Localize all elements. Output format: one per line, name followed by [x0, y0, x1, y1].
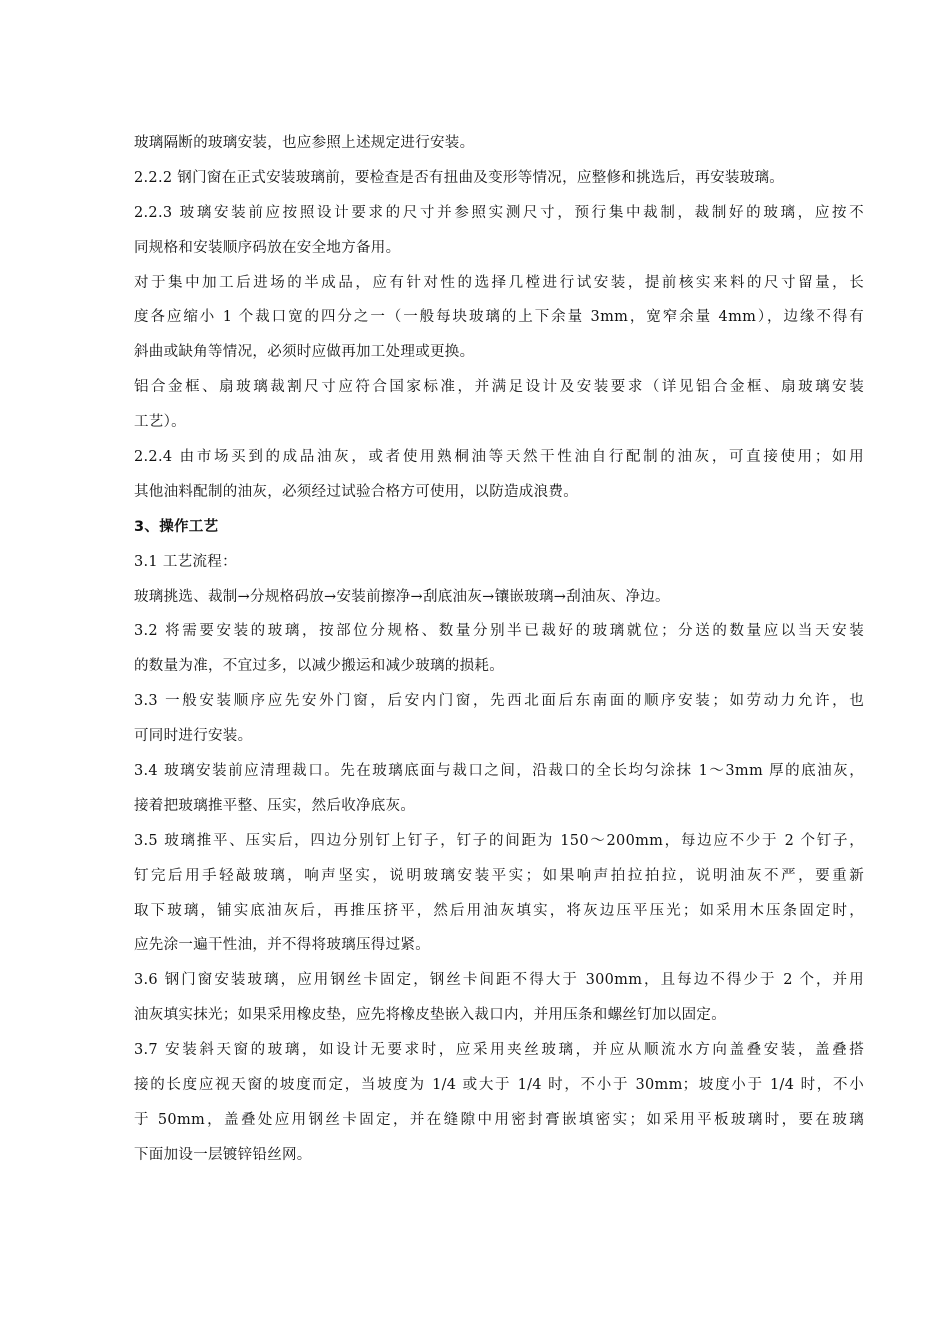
paragraph-line: 油灰填实抹光；如果采用橡皮垫，应先将橡皮垫嵌入裁口内，并用压条和螺丝钉加以固定。	[134, 1007, 726, 1024]
paragraph-line: 斜曲或缺角等情况，必须时应做再加工处理或更换。	[134, 344, 475, 361]
section-heading: 3、操作工艺	[134, 518, 219, 535]
paragraph-line: 2.2.4 由市场买到的成品油灰，或者使用熟桐油等天然干性油自行配制的油灰，可直接使用；如用	[134, 449, 864, 466]
paragraph-line: 同规格和安装顺序码放在安全地方备用。	[134, 239, 401, 256]
paragraph-line: 其他油料配制的油灰，必须经过试验合格方可使用，以防造成浪费。	[134, 483, 578, 500]
paragraph-line: 工艺）。	[134, 414, 186, 431]
document-body	[134, 126, 864, 1173]
paragraph-line: 3.5 玻璃推平、压实后，四边分别钉上钉子，钉子的间距为 150～200mm，每边应不少于 2 个钉子，	[134, 832, 864, 849]
paragraph-line: 2.2.3 玻璃安装前应按照设计要求的尺寸并参照实测尺寸，预行集中裁制，裁制好的玻璃，应按不	[134, 204, 864, 221]
paragraph-line: 对于集中加工后进场的半成品，应有针对性的选择几樘进行试安装，提前核实来料的尺寸留量，长	[134, 274, 864, 291]
paragraph-line: 可同时进行安装。	[134, 728, 253, 745]
paragraph-line: 下面加设一层镀锌铅丝网。	[134, 1146, 312, 1163]
paragraph-line: 钉完后用手轻敲玻璃，响声坚实，说明玻璃安装平实；如果响声拍拉拍拉，说明油灰不严，要重新	[134, 867, 864, 884]
process-flow-line: 玻璃挑选、裁制→分规格码放→安装前擦净→刮底油灰→镶嵌玻璃→刮油灰、净边。	[134, 588, 670, 605]
paragraph-line: 于 50mm，盖叠处应用钢丝卡固定，并在缝隙中用密封膏嵌填密实；如采用平板玻璃时，要在玻璃	[134, 1111, 864, 1128]
paragraph-line: 3.4 玻璃安装前应清理裁口。先在玻璃底面与裁口之间，沿裁口的全长均匀涂抹 1～3mm 厚的底油灰，	[134, 763, 864, 780]
paragraph-line: 3.1 工艺流程：	[134, 553, 237, 570]
paragraph-line: 2.2.2 钢门窗在正式安装玻璃前，要检查是否有扭曲及变形等情况，应整修和挑选后，再安装玻璃。	[134, 169, 785, 186]
paragraph-line: 铝合金框、扇玻璃裁割尺寸应符合国家标准，并满足设计及安装要求（详见铝合金框、扇玻璃安装	[134, 379, 864, 396]
paragraph-line: 应先涂一遍干性油，并不得将玻璃压得过紧。	[134, 937, 430, 954]
paragraph-line: 3.3 一般安装顺序应先安外门窗，后安内门窗，先西北面后东南面的顺序安装；如劳动力允许，也	[134, 693, 864, 710]
paragraph-line: 3.7 安装斜天窗的玻璃，如设计无要求时，应采用夹丝玻璃，并应从顺流水方向盖叠安装，盖叠搭	[134, 1042, 864, 1059]
paragraph-line: 的数量为准，不宜过多，以减少搬运和减少玻璃的损耗。	[134, 658, 504, 675]
paragraph-line: 3.6 钢门窗安装玻璃，应用钢丝卡固定，钢丝卡间距不得大于 300mm，且每边不得少于 2 个，并用	[134, 972, 864, 989]
paragraph-line: 取下玻璃，铺实底油灰后，再推压挤平，然后用油灰填实，将灰边压平压光；如采用木压条固定时，	[134, 902, 864, 919]
paragraph-line: 玻璃隔断的玻璃安装，也应参照上述规定进行安装。	[134, 135, 475, 151]
paragraph-line: 接的长度应视天窗的坡度而定，当坡度为 1/4 或大于 1/4 时，不小于 30mm；坡度小于 1/4 时，不小	[134, 1077, 864, 1094]
paragraph-line: 度各应缩小 1 个裁口宽的四分之一（一般每块玻璃的上下余量 3mm，宽窄余量 4mm），边缘不得有	[134, 309, 864, 326]
paragraph-line: 接着把玻璃推平整、压实，然后收净底灰。	[134, 797, 416, 814]
paragraph-line: 3.2 将需要安装的玻璃，按部位分规格、数量分别半已裁好的玻璃就位；分送的数量应以当天安装	[134, 623, 864, 640]
